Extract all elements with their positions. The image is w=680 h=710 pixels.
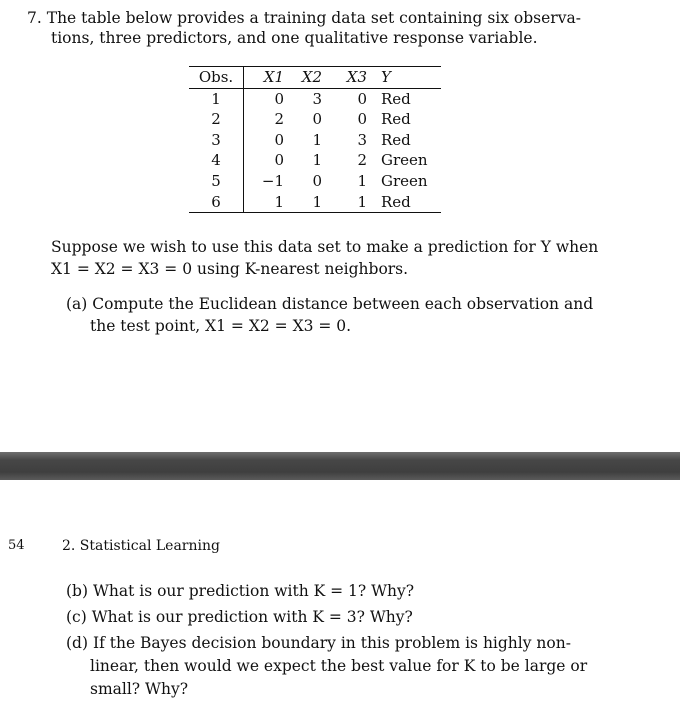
suppose-line-1: Suppose we wish to use this data set to make a prediction for Y when bbox=[51, 238, 599, 256]
cell-obs: 5 bbox=[189, 171, 244, 192]
cell-x2: 3 bbox=[312, 89, 322, 108]
cell-x1: 0 bbox=[274, 130, 284, 149]
cell-y: Red bbox=[381, 110, 411, 129]
header-y: Y bbox=[381, 68, 391, 86]
question-intro-line-2: tions, three predictors, and one qualitative response variable. bbox=[51, 29, 538, 47]
question-intro-line-1 bbox=[27, 8, 581, 28]
header-x2: X2 bbox=[301, 68, 322, 86]
table-row bbox=[189, 192, 441, 213]
cell-x1: 0 bbox=[274, 89, 284, 108]
part-d-line-1: (d) If the Bayes decision boundary in this problem is highly non- bbox=[66, 634, 571, 652]
cell-obs: 3 bbox=[189, 130, 244, 151]
page-separator bbox=[0, 452, 680, 480]
cell-x3: 1 bbox=[357, 192, 367, 211]
question-number: 7. bbox=[27, 9, 42, 27]
cell-x1: 1 bbox=[274, 192, 284, 211]
table-header-row bbox=[189, 67, 441, 89]
part-b: (b) What is our prediction with K = 1? Why? bbox=[66, 582, 415, 600]
cell-obs: 6 bbox=[189, 192, 244, 213]
cell-x2: 1 bbox=[312, 151, 322, 170]
cell-x1: 0 bbox=[274, 151, 284, 170]
table-row bbox=[189, 171, 441, 192]
cell-obs: 4 bbox=[189, 150, 244, 171]
cell-obs: 1 bbox=[189, 88, 244, 109]
cell-x2: 1 bbox=[312, 192, 322, 211]
header-x1: X1 bbox=[263, 68, 284, 86]
cell-x2: 1 bbox=[312, 130, 322, 149]
cell-x3: 0 bbox=[357, 110, 367, 129]
question-intro-text-1: The table below provides a training data set containing six observa- bbox=[46, 9, 581, 27]
suppose-line-2: X1 = X2 = X3 = 0 using K-nearest neighbors. bbox=[51, 260, 409, 278]
part-a-line-2: the test point, X1 = X2 = X3 = 0. bbox=[90, 317, 352, 335]
chapter-title: 2. Statistical Learning bbox=[62, 538, 220, 554]
cell-y: Red bbox=[381, 89, 411, 108]
table-row bbox=[189, 88, 441, 109]
part-a-line-1: (a) Compute the Euclidean distance between each observation and bbox=[66, 295, 594, 313]
cell-x3: 3 bbox=[357, 130, 367, 149]
cell-y: Red bbox=[381, 130, 411, 149]
observations-table bbox=[189, 66, 441, 213]
part-d-line-3: small? Why? bbox=[90, 680, 189, 698]
table-row bbox=[189, 130, 441, 151]
table-row bbox=[189, 150, 441, 171]
cell-x3: 1 bbox=[357, 171, 367, 190]
cell-x3: 2 bbox=[357, 151, 367, 170]
cell-x3: 0 bbox=[357, 89, 367, 108]
cell-x1: 2 bbox=[274, 110, 284, 129]
cell-x1: −1 bbox=[261, 171, 284, 190]
cell-y: Red bbox=[381, 192, 411, 211]
part-c: (c) What is our prediction with K = 3? Why? bbox=[66, 608, 413, 626]
page-number: 54 bbox=[8, 538, 25, 553]
cell-y: Green bbox=[381, 151, 428, 170]
part-d-line-2: linear, then would we expect the best value for K to be large or bbox=[90, 657, 588, 675]
cell-y: Green bbox=[381, 171, 428, 190]
header-obs: Obs. bbox=[189, 67, 244, 89]
header-x3: X3 bbox=[346, 68, 367, 86]
cell-x2: 0 bbox=[312, 110, 322, 129]
cell-x2: 0 bbox=[312, 171, 322, 190]
table-row bbox=[189, 109, 441, 130]
cell-obs: 2 bbox=[189, 109, 244, 130]
